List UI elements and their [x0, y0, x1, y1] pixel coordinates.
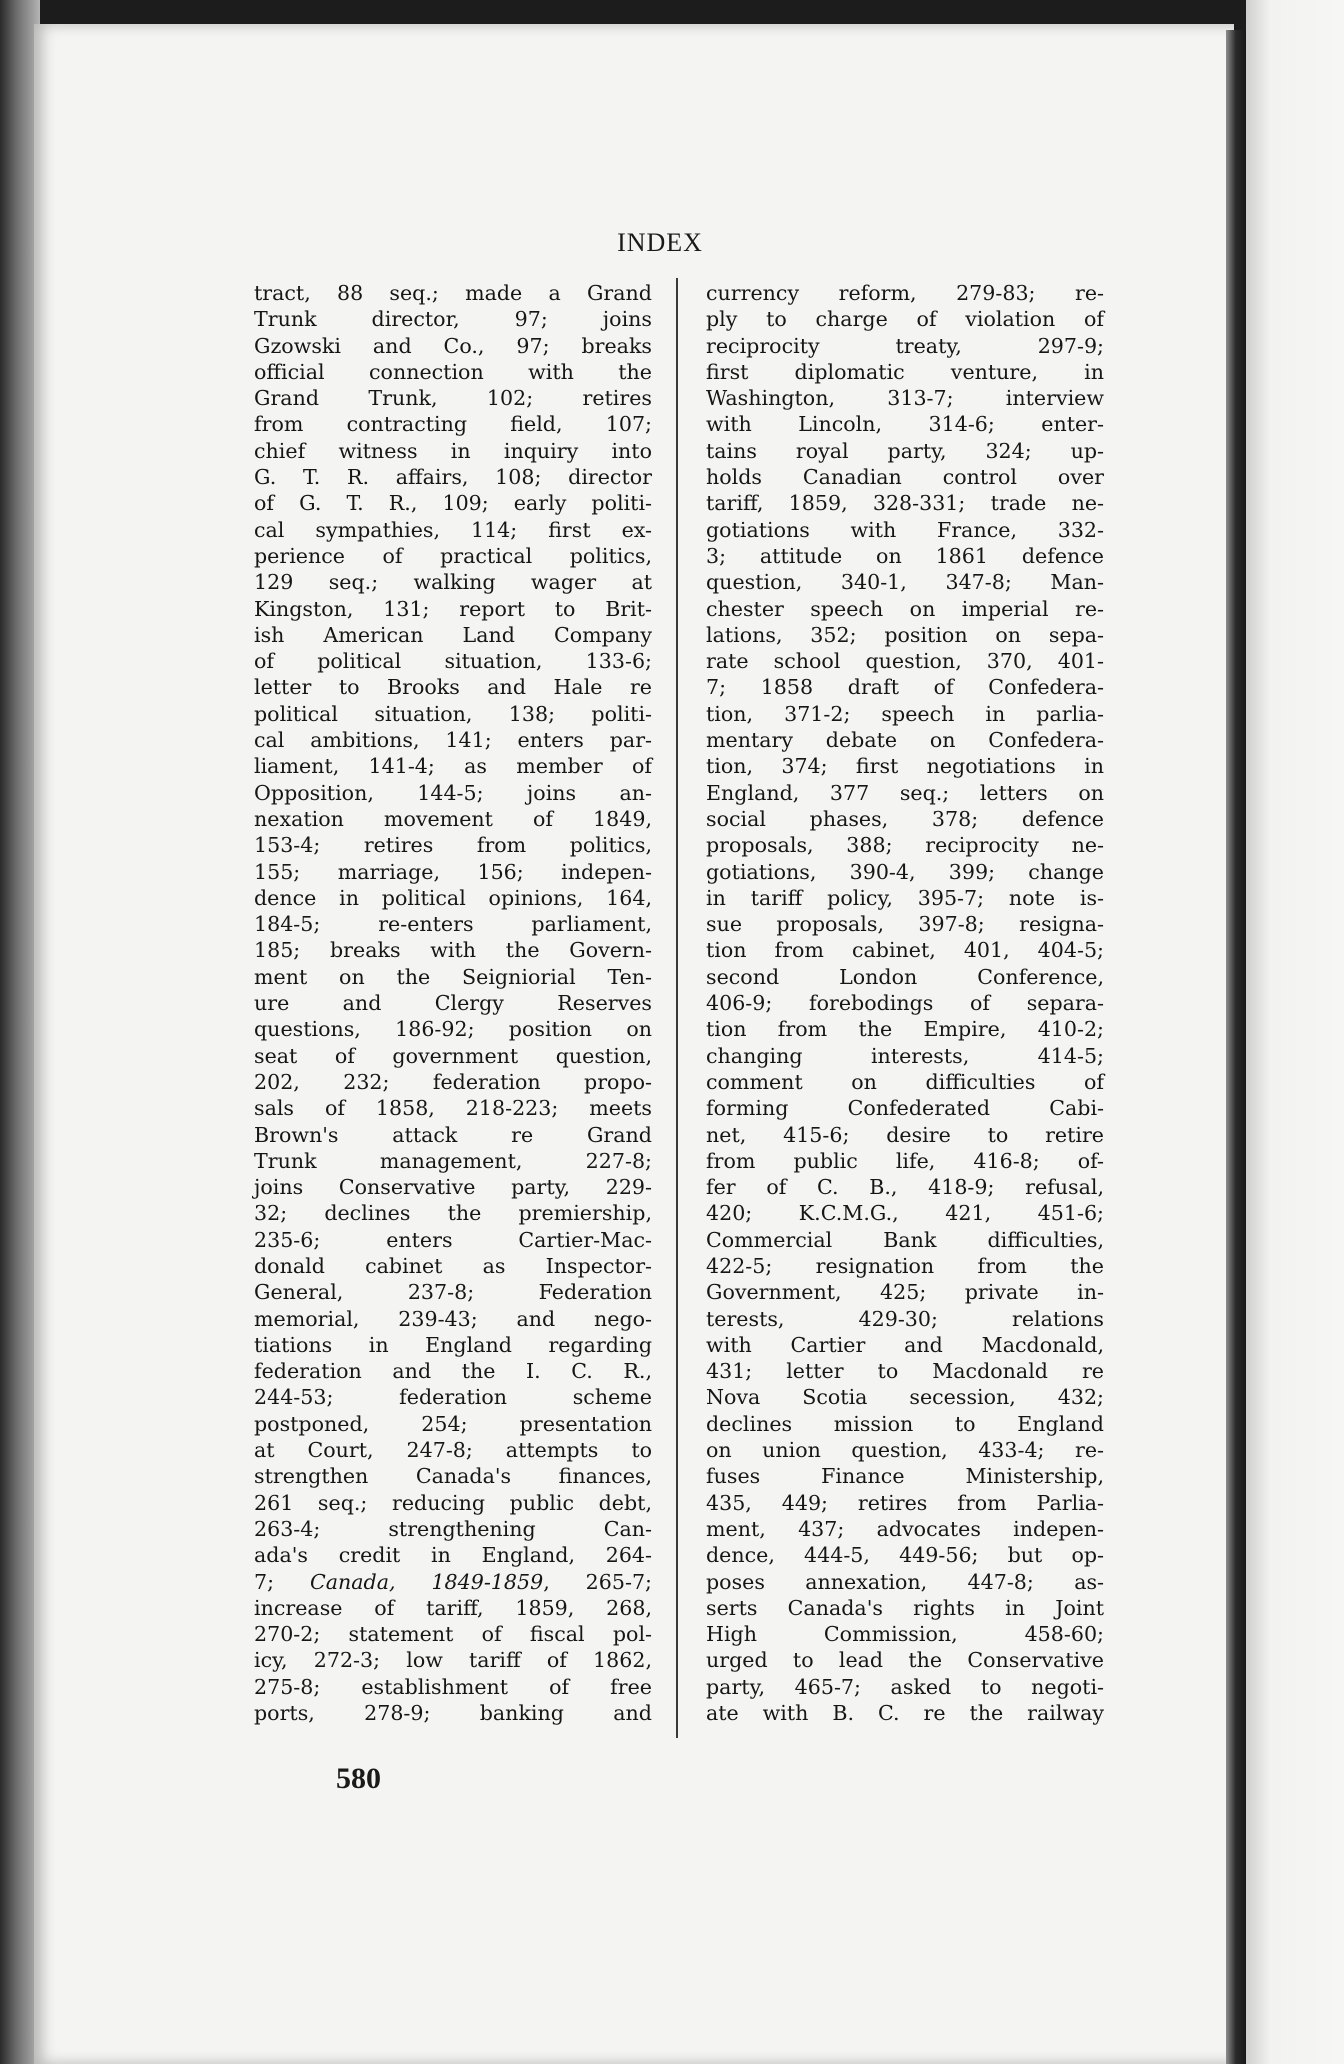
column-rule	[676, 278, 678, 1738]
index-line: ish American Land Company	[254, 622, 652, 647]
index-line: Nova Scotia secession, 432;	[706, 1385, 1104, 1410]
index-line: Opposition, 144-5; joins an-	[254, 780, 652, 805]
index-line: questions, 186-92; position on	[254, 1017, 652, 1042]
index-line: 261 seq.; reducing public debt,	[254, 1490, 652, 1515]
index-line: increase of tariff, 1859, 268,	[254, 1595, 652, 1620]
index-line: joins Conservative party, 229-	[254, 1175, 652, 1200]
index-line: with Cartier and Macdonald,	[706, 1332, 1104, 1357]
running-head: INDEX	[617, 228, 703, 257]
index-line: forming Confederated Cabi-	[706, 1096, 1104, 1121]
index-line: icy, 272-3; low tariff of 1862,	[254, 1648, 652, 1673]
index-line: seat of government question,	[254, 1043, 652, 1068]
index-line: 275-8; establishment of free	[254, 1674, 652, 1699]
index-line: Kingston, 131; report to Brit-	[254, 596, 652, 621]
index-line: question, 340-1, 347-8; Man-	[706, 570, 1104, 595]
index-line: holds Canadian control over	[706, 465, 1104, 490]
index-line: rate school question, 370, 401-	[706, 649, 1104, 674]
index-line: official connection with the	[254, 359, 652, 384]
index-line: 185; breaks with the Govern-	[254, 938, 652, 963]
index-line: 129 seq.; walking wager at	[254, 570, 652, 595]
index-line: 3; attitude on 1861 defence	[706, 543, 1104, 568]
index-line: postponed, 254; presentation	[254, 1411, 652, 1436]
index-line: Brown's attack re Grand	[254, 1122, 652, 1147]
index-line: 155; marriage, 156; indepen-	[254, 859, 652, 884]
index-line: Grand Trunk, 102; retires	[254, 386, 652, 411]
index-line: mentary debate on Confedera-	[706, 728, 1104, 753]
index-line: cal sympathies, 114; first ex-	[254, 517, 652, 542]
index-line: perience of practical politics,	[254, 543, 652, 568]
index-line: Gzowski and Co., 97; breaks	[254, 333, 652, 358]
index-line: 32; declines the premiership,	[254, 1201, 652, 1226]
index-line: gotiations with France, 332-	[706, 517, 1104, 542]
index-line: 406-9; forebodings of separa-	[706, 991, 1104, 1016]
index-line: federation and the I. C. R.,	[254, 1359, 652, 1384]
index-line: serts Canada's rights in Joint	[706, 1595, 1104, 1620]
index-line: tiations in England regarding	[254, 1332, 652, 1357]
index-line: 235-6; enters Cartier-Mac-	[254, 1227, 652, 1252]
index-line: changing interests, 414-5;	[706, 1043, 1104, 1068]
index-line: chief witness in inquiry into	[254, 438, 652, 463]
index-line: tion, 374; first negotiations in	[706, 754, 1104, 779]
index-line: General, 237-8; Federation	[254, 1280, 652, 1305]
italic-title: Canada, 1849-1859	[309, 1569, 544, 1594]
index-line: G. T. R. affairs, 108; director	[254, 465, 652, 490]
index-line: tion from the Empire, 410-2;	[706, 1017, 1104, 1042]
index-line: first diplomatic venture, in	[706, 359, 1104, 384]
index-line: Trunk management, 227-8;	[254, 1148, 652, 1173]
index-line: ate with B. C. re the railway	[706, 1701, 1104, 1726]
index-line: with Lincoln, 314-6; enter-	[706, 412, 1104, 437]
index-line: 153-4; retires from politics,	[254, 833, 652, 858]
index-line: 7; Canada, 1849-1859, 265-7;	[254, 1569, 652, 1594]
index-line: England, 377 seq.; letters on	[706, 780, 1104, 805]
index-line: lations, 352; position on sepa-	[706, 622, 1104, 647]
index-line: net, 415-6; desire to retire	[706, 1122, 1104, 1147]
index-line: fuses Finance Ministership,	[706, 1464, 1104, 1489]
index-line: urged to lead the Conservative	[706, 1648, 1104, 1673]
index-line: dence in political opinions, 164,	[254, 885, 652, 910]
index-line: in tariff policy, 395-7; note is-	[706, 885, 1104, 910]
next-page-edge	[1246, 0, 1344, 2064]
index-column-left	[254, 280, 652, 1726]
index-line: 431; letter to Macdonald re	[706, 1359, 1104, 1384]
index-line: ports, 278-9; banking and	[254, 1701, 652, 1726]
index-line: sals of 1858, 218-223; meets	[254, 1096, 652, 1121]
index-line: reciprocity treaty, 297-9;	[706, 333, 1104, 358]
index-line: tion from cabinet, 401, 404-5;	[706, 938, 1104, 963]
index-line: ure and Clergy Reserves	[254, 991, 652, 1016]
index-line: 263-4; strengthening Can-	[254, 1516, 652, 1541]
index-line: tion, 371-2; speech in parlia-	[706, 701, 1104, 726]
index-line: 244-53; federation scheme	[254, 1385, 652, 1410]
index-line: political situation, 138; politi-	[254, 701, 652, 726]
index-line: 420; K.C.M.G., 421, 451-6;	[706, 1201, 1104, 1226]
index-line: from contracting field, 107;	[254, 412, 652, 437]
index-line: fer of C. B., 418-9; refusal,	[706, 1175, 1104, 1200]
index-line: nexation movement of 1849,	[254, 806, 652, 831]
index-line: ada's credit in England, 264-	[254, 1543, 652, 1568]
book-gutter	[1226, 30, 1248, 2064]
index-line: ply to charge of violation of	[706, 307, 1104, 332]
index-line: dence, 444-5, 449-56; but op-	[706, 1543, 1104, 1568]
index-line: currency reform, 279-83; re-	[706, 281, 1104, 305]
index-line: from public life, 416-8; of-	[706, 1148, 1104, 1173]
index-line: ment on the Seigniorial Ten-	[254, 964, 652, 989]
index-line: gotiations, 390-4, 399; change	[706, 859, 1104, 884]
index-line: ment, 437; advocates indepen-	[706, 1516, 1104, 1541]
index-line: poses annexation, 447-8; as-	[706, 1569, 1104, 1594]
index-line: Washington, 313-7; interview	[706, 386, 1104, 411]
index-line: proposals, 388; reciprocity ne-	[706, 833, 1104, 858]
index-line: High Commission, 458-60;	[706, 1622, 1104, 1647]
index-line: Commercial Bank difficulties,	[706, 1227, 1104, 1252]
index-line: declines mission to England	[706, 1411, 1104, 1436]
index-line: tains royal party, 324; up-	[706, 438, 1104, 463]
index-line: cal ambitions, 141; enters par-	[254, 728, 652, 753]
index-line: chester speech on imperial re-	[706, 596, 1104, 621]
index-line: second London Conference,	[706, 964, 1104, 989]
index-line: social phases, 378; defence	[706, 806, 1104, 831]
index-line: Government, 425; private in-	[706, 1280, 1104, 1305]
index-line: 422-5; resignation from the	[706, 1253, 1104, 1278]
index-line: letter to Brooks and Hale re	[254, 675, 652, 700]
index-line: 202, 232; federation propo-	[254, 1069, 652, 1094]
index-line: at Court, 247-8; attempts to	[254, 1438, 652, 1463]
index-line: sue proposals, 397-8; resigna-	[706, 912, 1104, 937]
index-line: of political situation, 133-6;	[254, 649, 652, 674]
index-line: donald cabinet as Inspector-	[254, 1253, 652, 1278]
index-line: memorial, 239-43; and nego-	[254, 1306, 652, 1331]
index-line: party, 465-7; asked to negoti-	[706, 1674, 1104, 1699]
index-column-right	[706, 280, 1104, 1726]
index-line: liament, 141-4; as member of	[254, 754, 652, 779]
index-line: 435, 449; retires from Parlia-	[706, 1490, 1104, 1515]
index-line: tract, 88 seq.; made a Grand	[254, 281, 652, 305]
index-line: Trunk director, 97; joins	[254, 307, 652, 332]
index-line: 7; 1858 draft of Confedera-	[706, 675, 1104, 700]
index-line: terests, 429-30; relations	[706, 1306, 1104, 1331]
page-number: 580	[336, 1762, 381, 1795]
index-line: 184-5; re-enters parliament,	[254, 912, 652, 937]
index-line: on union question, 433-4; re-	[706, 1438, 1104, 1463]
index-line: strengthen Canada's finances,	[254, 1464, 652, 1489]
index-line: of G. T. R., 109; early politi-	[254, 491, 652, 516]
index-line: tariff, 1859, 328-331; trade ne-	[706, 491, 1104, 516]
index-line: 270-2; statement of fiscal pol-	[254, 1622, 652, 1647]
index-line: comment on difficulties of	[706, 1069, 1104, 1094]
